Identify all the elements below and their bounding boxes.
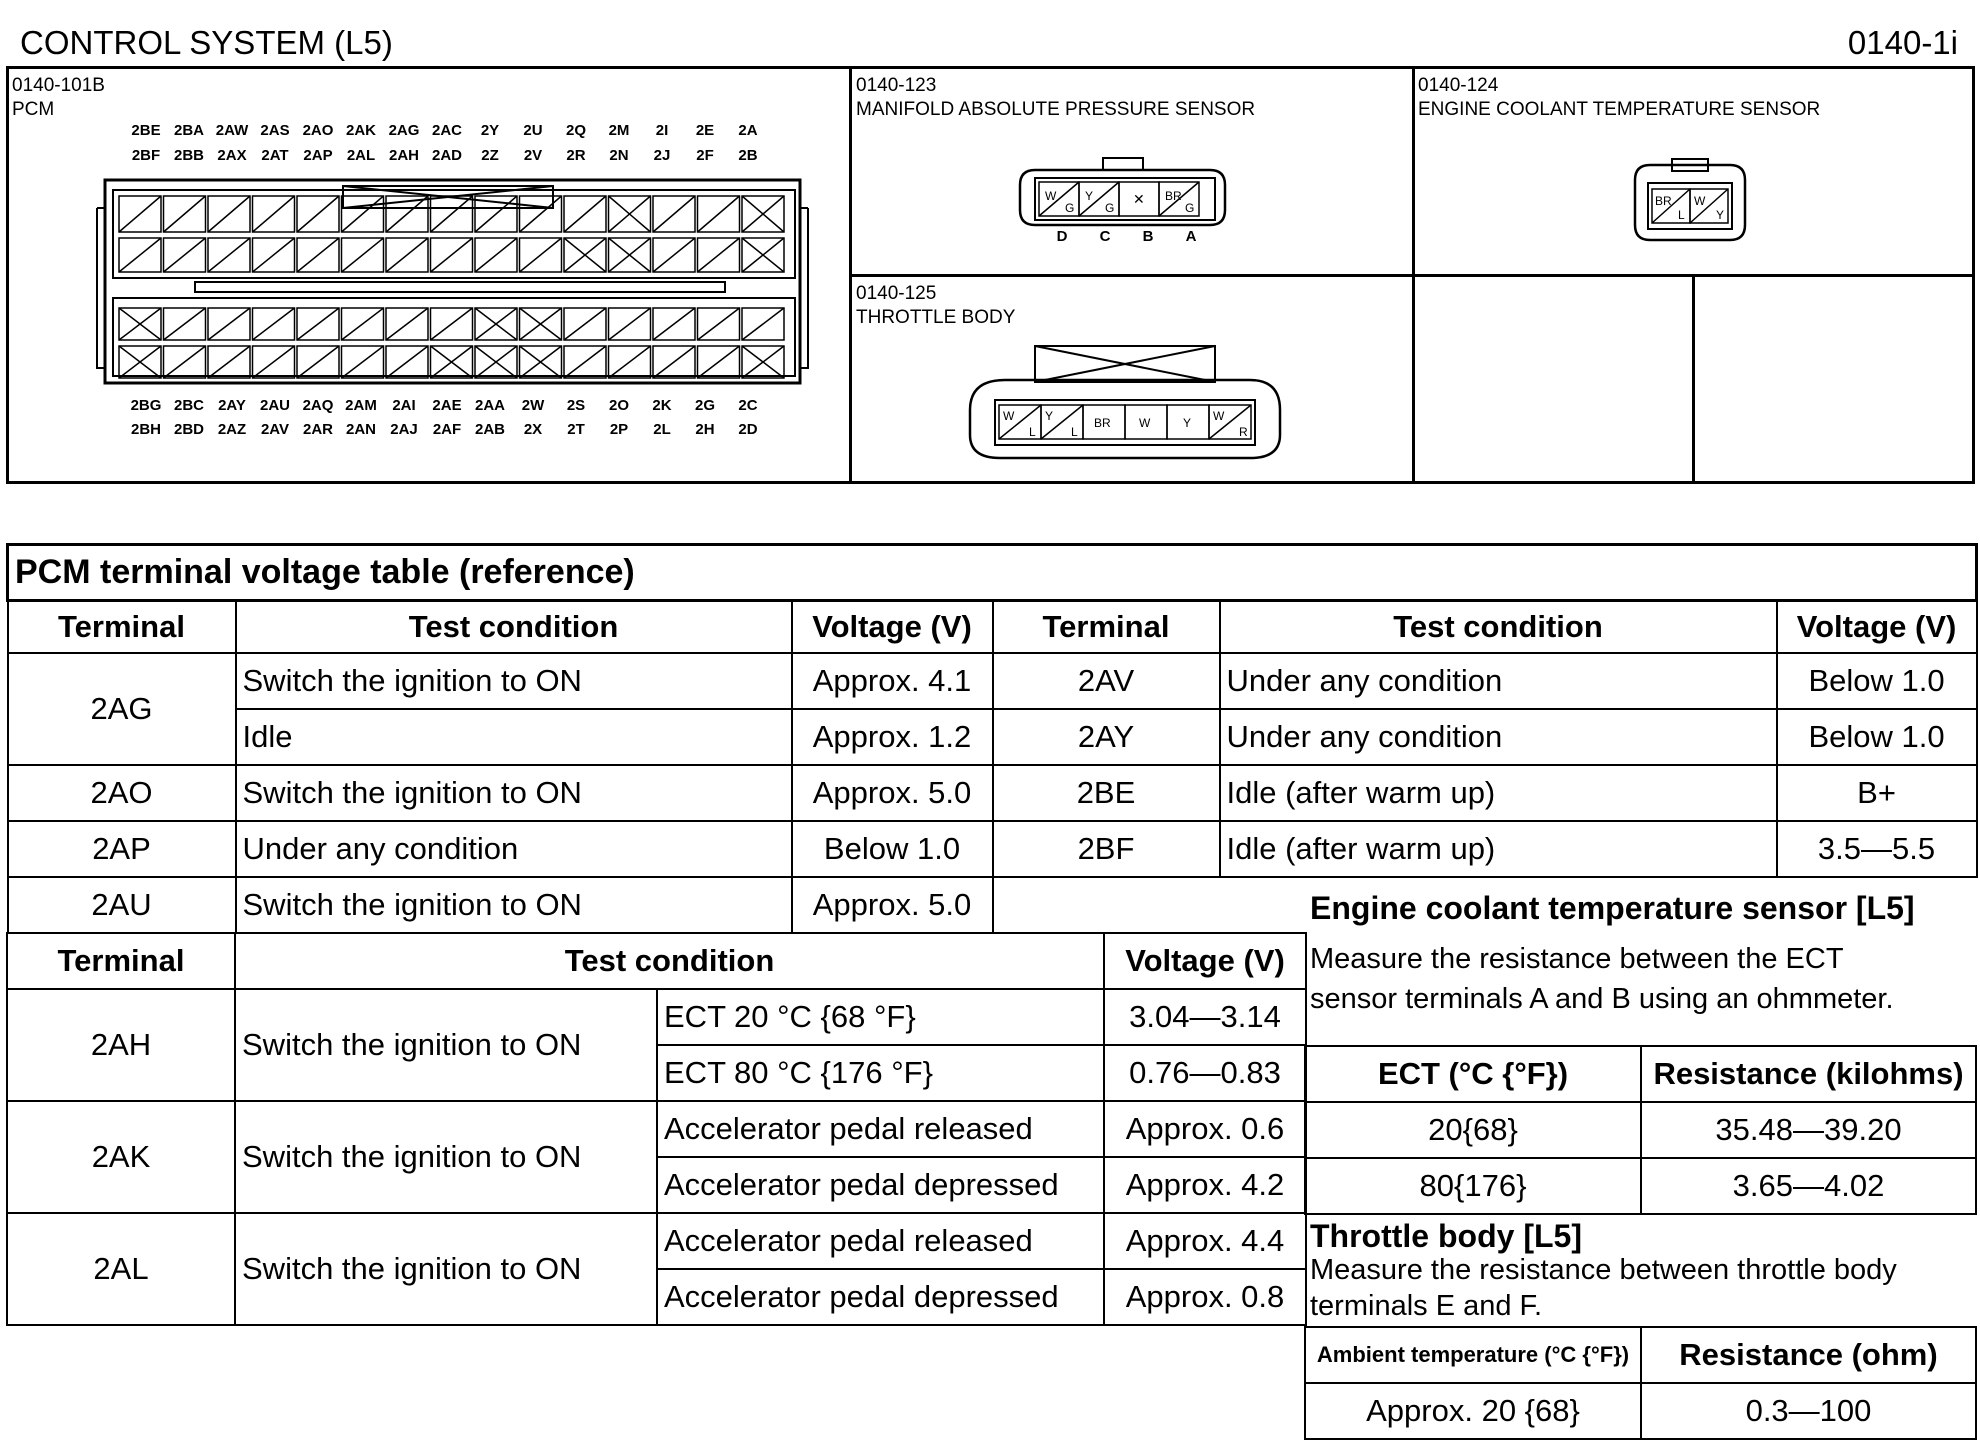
pin-label: 2AG xyxy=(388,122,420,139)
table-cell-terminal: 2AG xyxy=(8,653,236,765)
pin-label: 2BG xyxy=(130,397,162,414)
pin-label: 2W xyxy=(521,397,545,414)
svg-text:G: G xyxy=(1105,201,1115,215)
table-cell-voltage: Below 1.0 xyxy=(1777,653,1977,709)
pcm-pin-row-bottom-1 xyxy=(124,397,784,417)
pin-label: 2BH xyxy=(130,421,161,438)
pin-label: 2T xyxy=(567,421,585,438)
ect-connector-drawing xyxy=(1630,155,1750,250)
pin-label: 2C xyxy=(738,397,758,414)
ect-section-desc-2: sensor terminals A and B using an ohmmeter. xyxy=(1310,983,1894,1015)
svg-text:W: W xyxy=(1045,189,1057,203)
table-cell-subcondition: ECT 20 °C {68 °F} xyxy=(657,989,1104,1045)
table-cell-condition: Idle (after warm up) xyxy=(1220,821,1777,877)
svg-text:Y: Y xyxy=(1716,208,1725,222)
pin-label: 2AZ xyxy=(217,421,247,438)
pin-label: 2N xyxy=(609,147,629,164)
table-cell-voltage: 0.76—0.83 xyxy=(1104,1045,1306,1101)
pin-label: 2U xyxy=(523,122,543,139)
table-cell-voltage: Approx. 0.6 xyxy=(1104,1101,1306,1157)
col-header-voltage-2: Voltage (V) xyxy=(1777,601,1977,653)
pin-label: 2BF xyxy=(131,147,161,164)
pin-label: 2AL xyxy=(346,147,376,164)
table-cell-voltage: 3.04—3.14 xyxy=(1104,989,1306,1045)
pin-label: C xyxy=(1099,228,1111,245)
col-header-terminal-2: Terminal xyxy=(993,601,1220,653)
throttle-resistance-table xyxy=(1304,1326,1977,1440)
pin-label: 2AQ xyxy=(302,397,334,414)
table-cell-voltage: Approx. 4.2 xyxy=(1104,1157,1306,1213)
col-header-terminal: Terminal xyxy=(8,601,236,653)
svg-text:L: L xyxy=(1029,425,1036,439)
throttle-section-desc-1: Measure the resistance between throttle body xyxy=(1310,1254,1897,1286)
svg-text:BR: BR xyxy=(1094,416,1111,430)
col-header-condition-2: Test condition xyxy=(1220,601,1777,653)
pin-label: 2AX xyxy=(217,147,247,164)
table-cell-voltage: Approx. 1.2 xyxy=(792,709,993,765)
pin-label: 2AR xyxy=(302,421,333,438)
pin-label: 2L xyxy=(653,421,671,438)
svg-text:✕: ✕ xyxy=(1133,191,1145,207)
pin-label: 2AY xyxy=(218,397,246,414)
table-cell: 3.65—4.02 xyxy=(1641,1158,1976,1214)
page-code: 0140-1i xyxy=(1847,24,1958,61)
pin-label: 2AK xyxy=(345,122,376,139)
pin-label: 2P xyxy=(609,421,629,438)
pin-label: B xyxy=(1142,228,1154,245)
table-cell-terminal: 2AO xyxy=(8,765,236,821)
throttle-header-temp: Ambient temperature (°C {°F}) xyxy=(1305,1327,1641,1383)
table-cell: 35.48—39.20 xyxy=(1641,1102,1976,1158)
table-cell-terminal: 2AH xyxy=(7,989,235,1101)
table-cell-subcondition: Accelerator pedal depressed xyxy=(657,1269,1104,1325)
table-cell-voltage: Below 1.0 xyxy=(792,821,993,877)
pin-label: 2BB xyxy=(173,147,204,164)
table-cell: 0.3—100 xyxy=(1641,1383,1976,1439)
table-cell-voltage: Approx. 4.4 xyxy=(1104,1213,1306,1269)
pin-label: 2AT xyxy=(261,147,289,164)
pin-label: 2BE xyxy=(131,122,161,139)
table-cell-condition: Switch the ignition to ON xyxy=(236,877,792,933)
svg-text:W: W xyxy=(1139,416,1151,430)
table-cell-condition: Under any condition xyxy=(1220,709,1777,765)
pin-label: 2F xyxy=(696,147,714,164)
pin-label: 2E xyxy=(695,122,715,139)
voltage-table xyxy=(6,543,1978,934)
throttle-connector-drawing xyxy=(965,340,1285,465)
pin-label: 2S xyxy=(566,397,586,414)
pin-label: 2O xyxy=(608,397,629,414)
pcm-label: PCM xyxy=(12,99,55,120)
table-cell-terminal: 2AY xyxy=(993,709,1220,765)
pin-label: 2BA xyxy=(173,122,204,139)
table-cell-voltage: Approx. 5.0 xyxy=(792,877,993,933)
table-cell-terminal: 2BF xyxy=(993,821,1220,877)
pcm-pin-row-top-1 xyxy=(124,122,784,142)
pin-label: 2A xyxy=(738,122,758,139)
ect-code: 0140-124 xyxy=(1418,75,1499,96)
pin-label: 2Y xyxy=(480,122,500,139)
pin-label: 2AJ xyxy=(390,421,418,438)
pin-label: 2AU xyxy=(259,397,290,414)
pin-label: 2AI xyxy=(392,397,416,414)
table-cell-terminal: 2AV xyxy=(993,653,1220,709)
pin-label: D xyxy=(1056,228,1068,245)
svg-text:G: G xyxy=(1065,201,1075,215)
pin-label: 2AB xyxy=(474,421,505,438)
table-cell-condition: Switch the ignition to ON xyxy=(236,653,792,709)
table-cell-subcondition: Accelerator pedal released xyxy=(657,1213,1104,1269)
pin-label: 2H xyxy=(695,421,715,438)
pin-label: 2J xyxy=(653,147,671,164)
ect-header-resistance: Resistance (kilohms) xyxy=(1641,1046,1976,1102)
sub-header-terminal: Terminal xyxy=(7,933,235,989)
throttle-code: 0140-125 xyxy=(856,283,937,304)
pin-label: 2AE xyxy=(432,397,462,414)
pin-label: 2AS xyxy=(260,122,290,139)
sub-header-voltage: Voltage (V) xyxy=(1104,933,1306,989)
table-cell-voltage: B+ xyxy=(1777,765,1977,821)
pin-label: 2BD xyxy=(173,421,204,438)
svg-text:G: G xyxy=(1185,201,1195,215)
ect-section-desc-1: Measure the resistance between the ECT xyxy=(1310,943,1844,975)
table-cell-subcondition: Accelerator pedal released xyxy=(657,1101,1104,1157)
table-cell-subcondition: ECT 80 °C {176 °F} xyxy=(657,1045,1104,1101)
pin-label: 2Z xyxy=(481,147,499,164)
map-pin-labels xyxy=(1040,228,1210,248)
table-cell-condition: Switch the ignition to ON xyxy=(235,989,657,1101)
table-cell-condition: Switch the ignition to ON xyxy=(236,765,792,821)
map-label: MANIFOLD ABSOLUTE PRESSURE SENSOR xyxy=(856,99,1256,120)
svg-text:Y: Y xyxy=(1085,189,1094,203)
table-cell-voltage: Approx. 4.1 xyxy=(792,653,993,709)
pin-label: 2Q xyxy=(565,122,586,139)
table-cell-voltage: Below 1.0 xyxy=(1777,709,1977,765)
table-cell-condition: Idle (after warm up) xyxy=(1220,765,1777,821)
table-cell-voltage: Approx. 5.0 xyxy=(792,765,993,821)
pin-label: 2D xyxy=(738,421,758,438)
col-header-condition: Test condition xyxy=(236,601,792,653)
pin-label: 2AA xyxy=(474,397,505,414)
table-cell-condition: Under any condition xyxy=(236,821,792,877)
table-cell-condition: Switch the ignition to ON xyxy=(235,1101,657,1213)
pin-label: 2AD xyxy=(431,147,462,164)
col-header-voltage: Voltage (V) xyxy=(792,601,993,653)
throttle-label: THROTTLE BODY xyxy=(856,307,1016,328)
pin-label: 2AH xyxy=(388,147,419,164)
ect-label: ENGINE COOLANT TEMPERATURE SENSOR xyxy=(1418,99,1821,120)
svg-text:W: W xyxy=(1003,409,1015,423)
svg-text:W: W xyxy=(1213,409,1225,423)
table-cell-subcondition: Accelerator pedal depressed xyxy=(657,1157,1104,1213)
map-code: 0140-123 xyxy=(856,75,937,96)
svg-text:Y: Y xyxy=(1045,409,1054,423)
throttle-section-title: Throttle body [L5] xyxy=(1310,1218,1582,1254)
pin-label: 2K xyxy=(652,397,672,414)
pin-label: 2AN xyxy=(345,421,376,438)
table-cell: Approx. 20 {68} xyxy=(1305,1383,1641,1439)
ect-section-title: Engine coolant temperature sensor [L5] xyxy=(1310,890,1915,926)
table-cell-terminal: 2AU xyxy=(8,877,236,933)
table-cell-terminal: 2AP xyxy=(8,821,236,877)
pin-label: 2R xyxy=(566,147,586,164)
svg-text:BR: BR xyxy=(1655,194,1672,208)
divider xyxy=(849,274,1975,277)
ect-header-temp: ECT (°C {°F}) xyxy=(1305,1046,1641,1102)
table-cell-voltage: 3.5—5.5 xyxy=(1777,821,1977,877)
divider xyxy=(1692,274,1695,484)
pin-label: 2AO xyxy=(302,122,334,139)
map-connector-drawing xyxy=(1015,150,1230,232)
pin-label: 2BC xyxy=(173,397,204,414)
table-cell-condition: Switch the ignition to ON xyxy=(235,1213,657,1325)
svg-text:W: W xyxy=(1694,194,1706,208)
page-title: CONTROL SYSTEM (L5) xyxy=(20,24,393,61)
pin-label: 2AV xyxy=(260,421,290,438)
table-cell-condition: Under any condition xyxy=(1220,653,1777,709)
table-cell-voltage: Approx. 0.8 xyxy=(1104,1269,1306,1325)
pin-label: 2AP xyxy=(303,147,333,164)
pin-label: A xyxy=(1185,228,1197,245)
pin-label: 2B xyxy=(738,147,758,164)
svg-text:R: R xyxy=(1239,425,1248,439)
analog-voltage-table xyxy=(6,932,1307,1326)
table-cell-terminal: 2AL xyxy=(7,1213,235,1325)
throttle-section-desc-2: terminals E and F. xyxy=(1310,1290,1543,1322)
table-cell-terminal: 2BE xyxy=(993,765,1220,821)
pin-label: 2I xyxy=(655,122,669,139)
pcm-pin-row-top-2 xyxy=(124,147,784,167)
pcm-code: 0140-101B xyxy=(12,75,105,96)
throttle-header-resistance: Resistance (ohm) xyxy=(1641,1327,1976,1383)
table-cell: 20{68} xyxy=(1305,1102,1641,1158)
svg-text:Y: Y xyxy=(1183,416,1192,430)
svg-text:BR: BR xyxy=(1165,189,1182,203)
pin-label: 2V xyxy=(523,147,543,164)
pin-label: 2AC xyxy=(431,122,462,139)
ect-resistance-table xyxy=(1304,1045,1977,1215)
pin-label: 2AW xyxy=(215,122,249,139)
pin-label: 2AF xyxy=(432,421,462,438)
table-cell-terminal: 2AK xyxy=(7,1101,235,1213)
pcm-connector-drawing xyxy=(95,168,810,393)
pin-label: 2X xyxy=(523,421,543,438)
table-cell: 80{176} xyxy=(1305,1158,1641,1214)
sub-header-condition: Test condition xyxy=(235,933,1104,989)
pin-label: 2G xyxy=(694,397,715,414)
voltage-table-title: PCM terminal voltage table (reference) xyxy=(8,545,1977,601)
pin-label: 2AM xyxy=(345,397,377,414)
pcm-pin-row-bottom-2 xyxy=(124,421,784,441)
table-cell-condition: Idle xyxy=(236,709,792,765)
svg-text:L: L xyxy=(1678,208,1685,222)
pin-label: 2M xyxy=(608,122,630,139)
svg-text:L: L xyxy=(1071,425,1078,439)
